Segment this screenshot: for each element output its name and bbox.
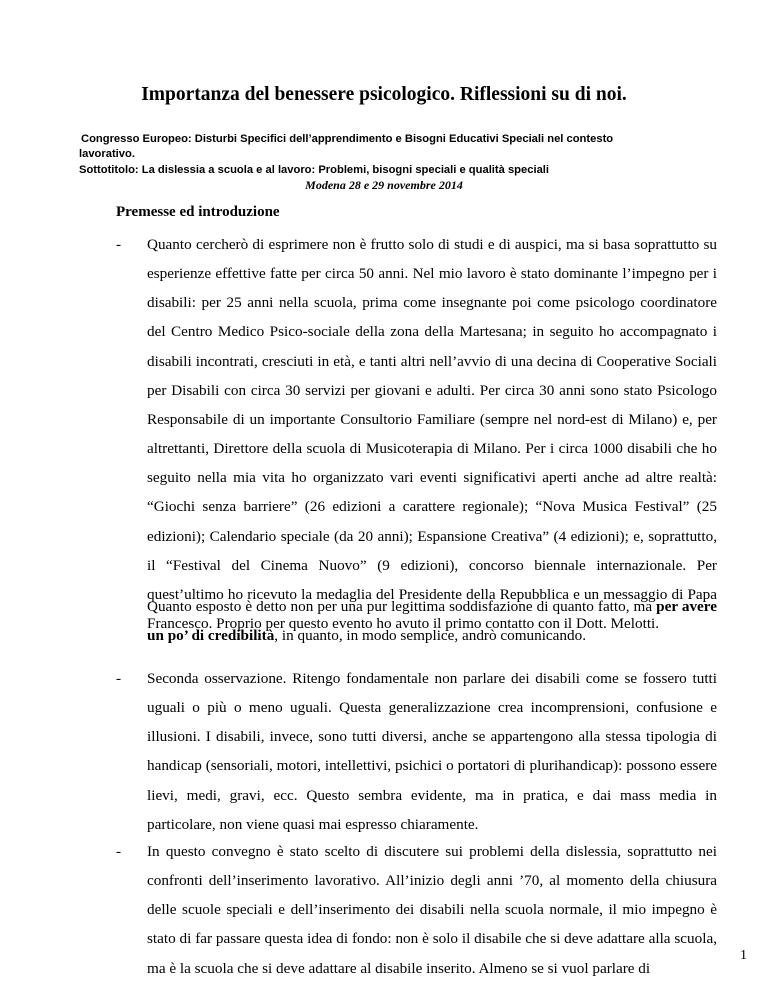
bullet-marker: - (116, 843, 122, 860)
bullet-marker: - (116, 670, 122, 687)
congress-line: Congresso Europeo: Disturbi Specifici dell’apprendimento e Bisogni Educativi Speciali nel contesto (81, 133, 614, 145)
subtitle-line: Sottotitolo: La dislessia a scuola e al lavoro: Problemi, bisogni speciali e qualità speciali (79, 164, 550, 176)
paragraph-credibility-bold: per avere un po’ di credibilità (147, 598, 717, 645)
bullet-marker: - (116, 236, 122, 253)
event-date: Modena 28 e 29 novembre 2014 (305, 178, 463, 192)
paragraph-experience: Quanto cercherò di esprimere non è frutto solo di studi e di auspici, ma si basa soprattutto su esperienze effettive fatte per circa 50 anni. Nel mio lavoro è stato dominante l’impegno per i disabili: per 25 anni nella scuola, prima come insegnante poi come psicologo coordinatore del Centro Medico Psico-sociale della zona della Martesana; in seguito ho accompagnato i disabili incontrati, cresciuti in età, e tanti altri nell’avvio di una decina di Cooperative Sociali per Disabili con circa 30 servizi per giovani e adulti. Per circa 30 anni sono stato Psicologo Responsabile di un importante Consultorio Familiare (sempre nel nord-est di Milano) e, per altrettanti, Direttore della scuola di Musicoterapia di Milano. Per i circa 1000 disabili che ho seguito nella mia vita ho organizzato vari eventi significativi aperti anche ad altre realtà: “Giochi senza barriere” (26 edizioni a carattere regionale); “Nova Musica Festival” (25 edizioni); Calendario speciale (da 20 anni); Espansione Creativa” (4 edizioni); e, soprattutto, il “Festival del Cinema Nuovo” (9 edizioni), concorso biennale internazionale. Per quest’ultimo ho ricevuto la medaglia del Presidente della Repubblica e un messaggio di Papa Francesco. Proprio per questo evento ho avuto il primo contatto con il Dott. Melotti. (147, 236, 717, 633)
page-number: 1 (740, 948, 747, 963)
paragraph-dyslexia: In questo convegno è stato scelto di discutere sui problemi della dislessia, soprattutto nei confronti dell’inserimento lavorativo. All’inizio degli anni ’70, al momento della chiusura delle scuole speciali e dell’inserimento dei disabili nella scuola normale, il mio impegno è stato di far passare questa idea di fondo: non è solo il disabile che si deve adattare alla scuola, ma è la scuola che si deve adattare al disabile inserito. Almeno se si vuol parlare di (147, 843, 717, 977)
paragraph-credibility (147, 592, 717, 650)
section-heading: Premesse ed introduzione (116, 204, 280, 220)
paragraph-diversity: Seconda osservazione. Ritengo fondamentale non parlare dei disabili come se fossero tutti uguali o più o meno uguali. Questa generalizzazione crea incomprensioni, confusione e illusioni. I disabili, invece, sono tutti diversi, anche se appartengono alla stessa tipologia di handicap (sensoriali, motori, intellettivi, psichici o portatori di plurihandicap): possono essere lievi, medi, gravi, ecc. Questo sembra evidente, ma in pratica, e dai mass media in particolare, non viene quasi mai espresso chiaramente. (147, 670, 717, 833)
paragraph-credibility-text: Quanto esposto è detto non per una pur legittima soddisfazione di quanto fatto, ma (147, 598, 657, 615)
paragraph-credibility-end: , in quanto, in modo semplice, andrò comunicando. (274, 627, 586, 645)
congress-line-continued: lavorativo. (79, 148, 135, 160)
document-title: Importanza del benessere psicologico. Riflessioni su di noi. (141, 84, 627, 105)
